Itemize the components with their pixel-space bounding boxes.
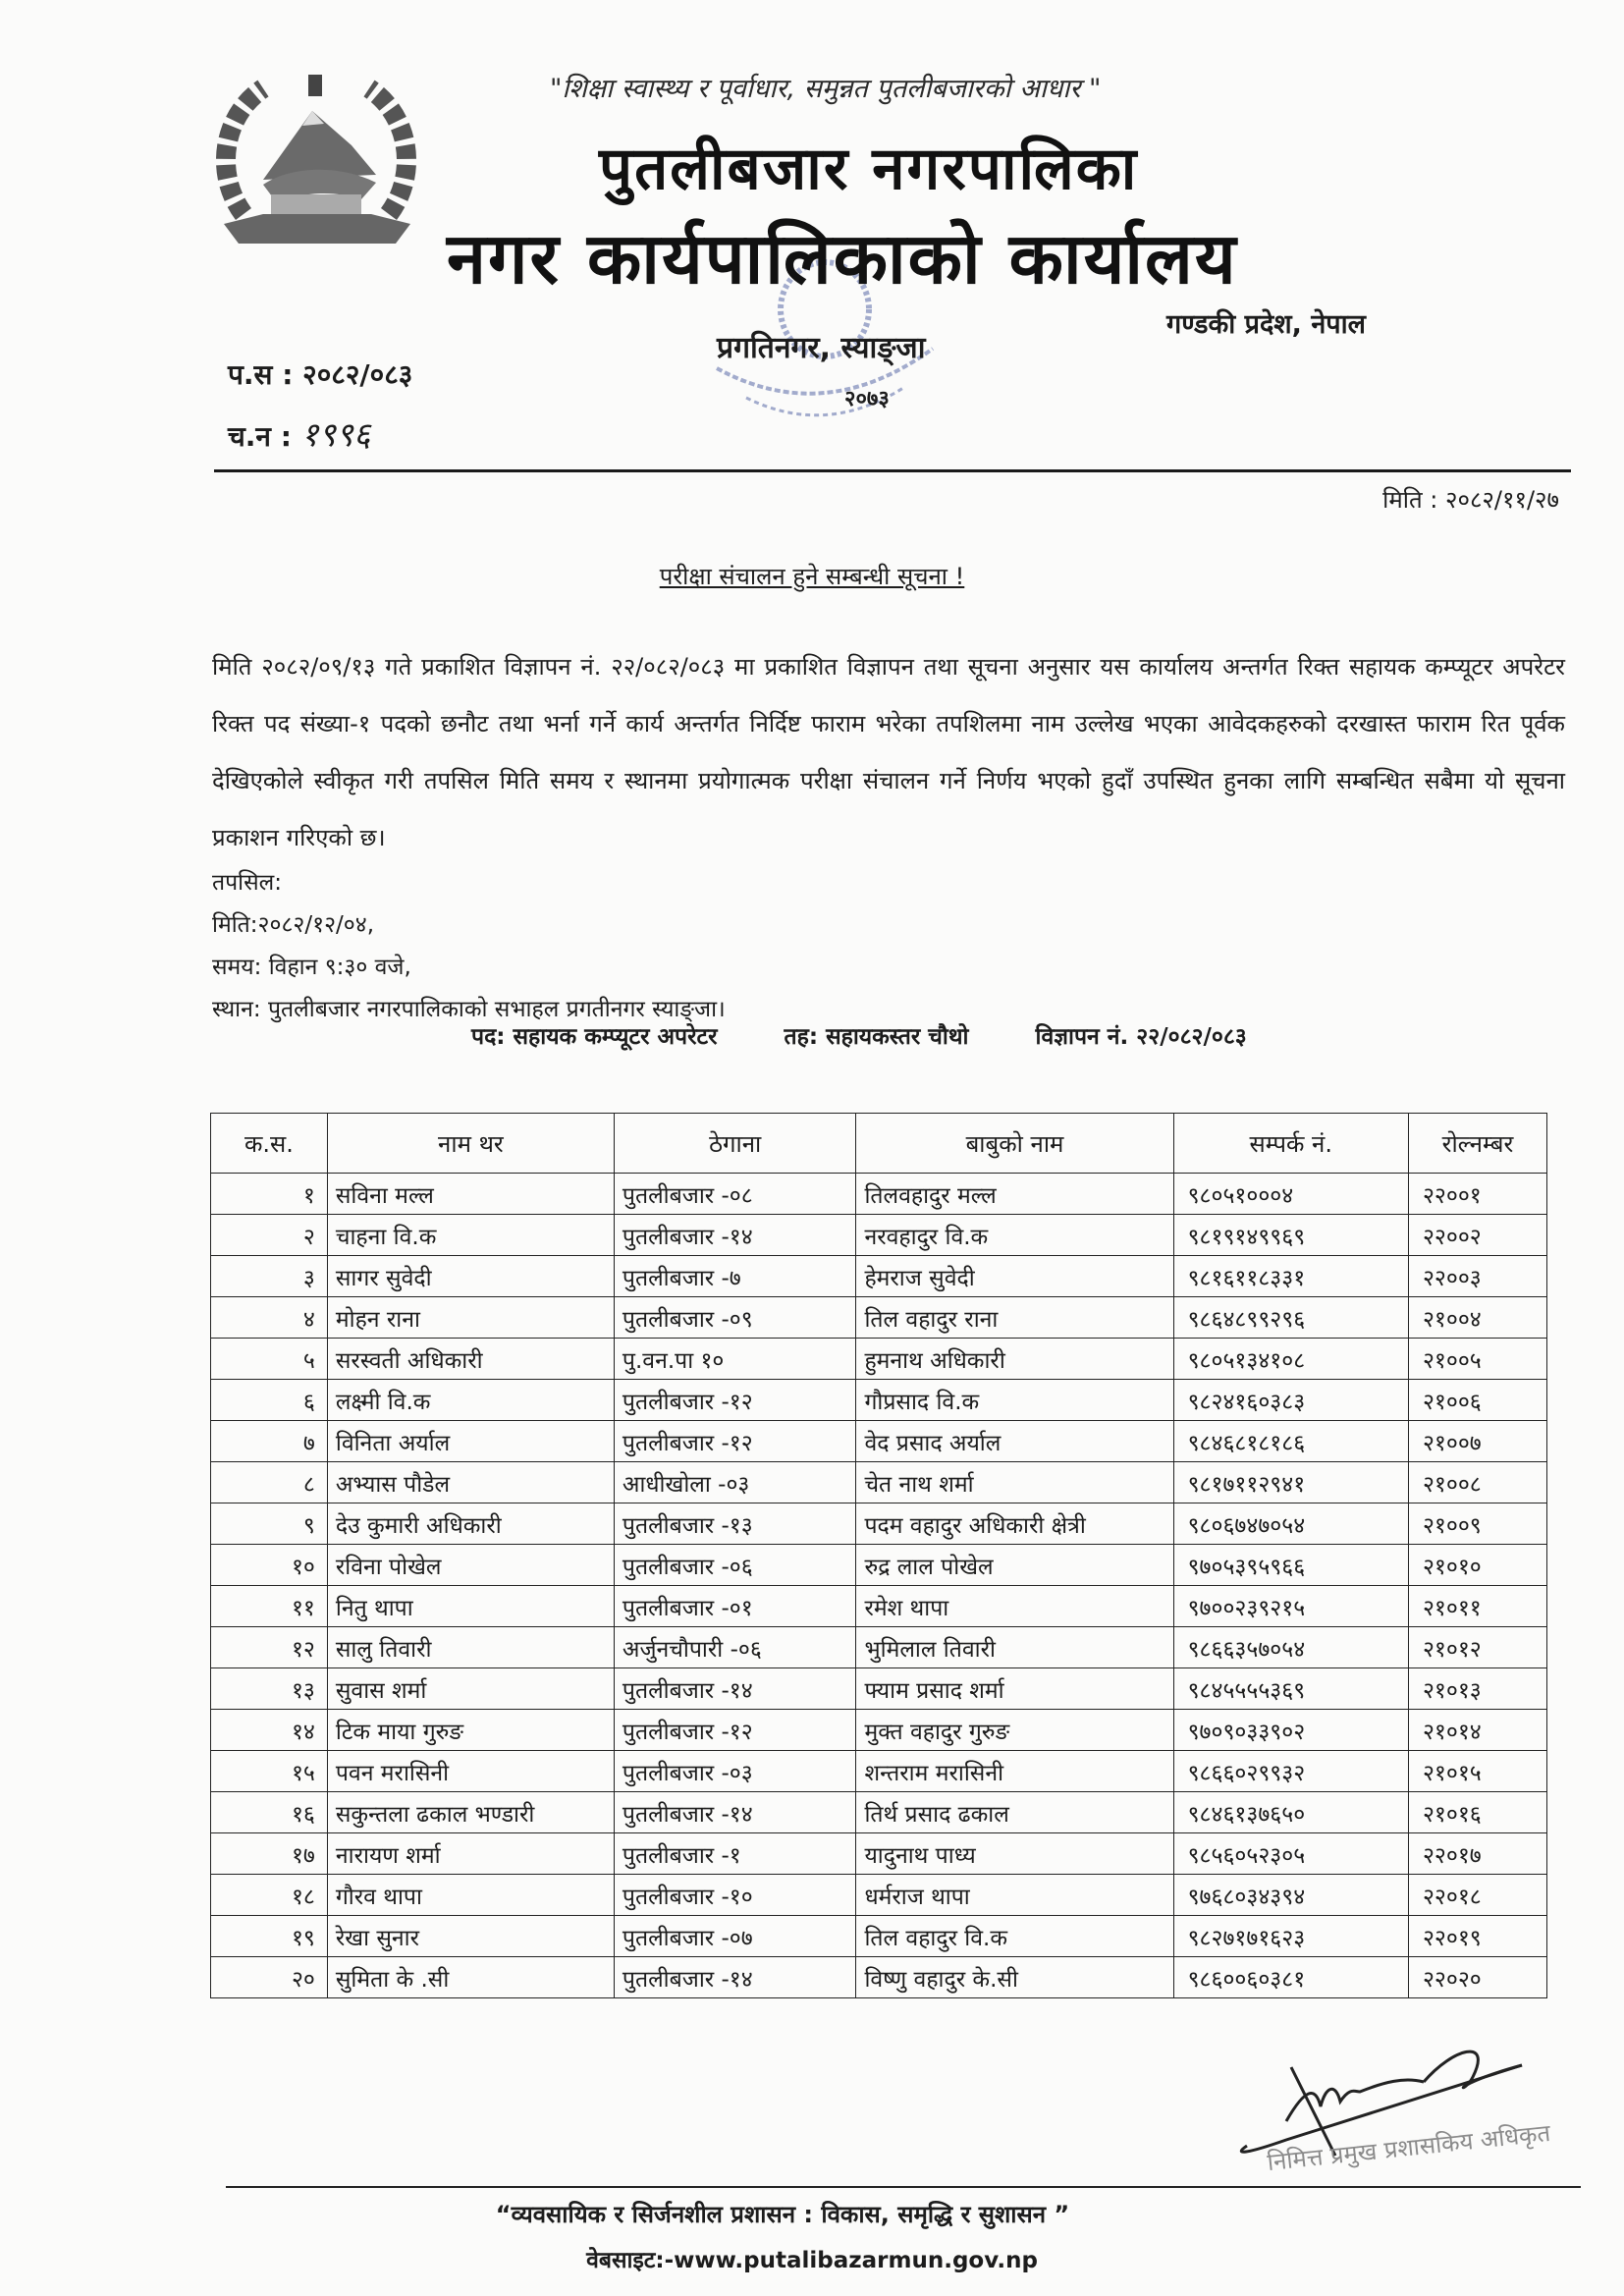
- cell-address: पुतलीबजार -१४: [614, 1957, 856, 1998]
- cell-contact: ९८१७११२९४१: [1173, 1462, 1408, 1503]
- cell-father-name: पदम वहादुर अधिकारी क्षेत्री: [856, 1503, 1173, 1545]
- cell-address: पुतलीबजार -१०: [614, 1875, 856, 1916]
- table-row: [211, 1256, 1547, 1297]
- cell-address: पुतलीबजार -१२: [614, 1710, 856, 1751]
- cell-address: आधीखोला -०३: [614, 1462, 856, 1503]
- cell-contact: ९८६६३५७०५४: [1173, 1627, 1408, 1668]
- cell-serial: १६: [211, 1792, 328, 1833]
- cell-serial: २०: [211, 1957, 328, 1998]
- cell-roll-number: २१०११: [1408, 1586, 1546, 1627]
- cell-serial: ४: [211, 1297, 328, 1339]
- post-position: पद: सहायक कम्प्यूटर अपरेटर: [471, 1024, 718, 1050]
- province-name: गण्डकी प्रदेश, नेपाल: [1166, 309, 1366, 340]
- post-level: तह: सहायकस्तर चौथो: [784, 1024, 969, 1050]
- cell-roll-number: २२०१८: [1408, 1875, 1546, 1916]
- cell-father-name: धर्मराज थापा: [856, 1875, 1173, 1916]
- dispatch-value: १९९६: [300, 415, 371, 455]
- cell-address: पुतलीबजार -०९: [614, 1297, 856, 1339]
- signatory-title: निमित्त प्रमुख प्रशासकिय अधिकृत: [1266, 2118, 1552, 2177]
- cell-father-name: शन्तराम मरासिनी: [856, 1751, 1173, 1792]
- cell-father-name: यादुनाथ पाध्य: [856, 1833, 1173, 1875]
- table-row: [211, 1751, 1547, 1792]
- cell-serial: ९: [211, 1503, 328, 1545]
- cell-contact: ९७०५३९५९६६: [1173, 1545, 1408, 1586]
- cell-address: पुतलीबजार -०१: [614, 1586, 856, 1627]
- cell-contact: ९८६६०२९९३२: [1173, 1751, 1408, 1792]
- cell-name: सुवास शर्मा: [327, 1668, 614, 1710]
- cell-address: पुतलीबजार -१४: [614, 1792, 856, 1833]
- nepal-emblem-logo: [204, 67, 428, 263]
- dispatch-number-ref: [228, 410, 370, 456]
- table-row: [211, 1792, 1547, 1833]
- cell-father-name: रुद्र लाल पोखेल: [856, 1545, 1173, 1586]
- fiscal-value: २०८२/०८३: [302, 358, 413, 391]
- cell-contact: ९७०९०३३९०२: [1173, 1710, 1408, 1751]
- cell-contact: ९८०६७४७०५४: [1173, 1503, 1408, 1545]
- cell-serial: १५: [211, 1751, 328, 1792]
- cell-serial: २: [211, 1215, 328, 1256]
- cell-address: पुतलीबजार -७: [614, 1256, 856, 1297]
- cell-roll-number: २१००६: [1408, 1380, 1546, 1421]
- cell-contact: ९८४६१३७६५०: [1173, 1792, 1408, 1833]
- cell-serial: ११: [211, 1586, 328, 1627]
- cell-address: पुतलीबजार -१४: [614, 1215, 856, 1256]
- cell-roll-number: २१०१५: [1408, 1751, 1546, 1792]
- cell-serial: ३: [211, 1256, 328, 1297]
- cell-contact: ९८२४१६०३८३: [1173, 1380, 1408, 1421]
- cell-name: नारायण शर्मा: [327, 1833, 614, 1875]
- dispatch-label: च.न :: [228, 420, 292, 453]
- cell-contact: ९८१९१४९९६९: [1173, 1215, 1408, 1256]
- cell-father-name: तिलवहादुर मल्ल: [856, 1174, 1173, 1215]
- cell-contact: ९८२७१७१६२३: [1173, 1916, 1408, 1957]
- cell-name: सरस्वती अधिकारी: [327, 1339, 614, 1380]
- cell-name: रविना पोखेल: [327, 1545, 614, 1586]
- cell-contact: ९८०५१३४१०८: [1173, 1339, 1408, 1380]
- cell-contact: ९७६८०३४३९४: [1173, 1875, 1408, 1916]
- table-row: [211, 1586, 1547, 1627]
- cell-father-name: मुक्त वहादुर गुरुङ: [856, 1710, 1173, 1751]
- cell-name: देउ कुमारी अधिकारी: [327, 1503, 614, 1545]
- office-name: नगर कार्यपालिकाको कार्यालय: [447, 217, 1238, 300]
- cell-name: लक्ष्मी वि.क: [327, 1380, 614, 1421]
- cell-father-name: तिर्थ प्रसाद ढकाल: [856, 1792, 1173, 1833]
- cell-address: पुतलीबजार -०८: [614, 1174, 856, 1215]
- cell-roll-number: २२००१: [1408, 1174, 1546, 1215]
- cell-serial: १३: [211, 1668, 328, 1710]
- post-details: [471, 1019, 1247, 1051]
- table-row: [211, 1710, 1547, 1751]
- cell-serial: १९: [211, 1916, 328, 1957]
- cell-contact: ९८६४८९९२९६: [1173, 1297, 1408, 1339]
- cell-contact: ९८५६०५२३०५: [1173, 1833, 1408, 1875]
- cell-father-name: हुमनाथ अधिकारी: [856, 1339, 1173, 1380]
- cell-serial: ६: [211, 1380, 328, 1421]
- cell-address: पुतलीबजार -०७: [614, 1916, 856, 1957]
- table-row: [211, 1627, 1547, 1668]
- footer-motto: “व्यवसायिक र सिर्जनशील प्रशासन : विकास, समृद्धि र सुशासन ”: [495, 2201, 1070, 2228]
- table-row: [211, 1503, 1547, 1545]
- cell-roll-number: २१०१३: [1408, 1668, 1546, 1710]
- table-header-row: [211, 1114, 1547, 1174]
- cell-roll-number: २२००३: [1408, 1256, 1546, 1297]
- office-address: प्रगतिनगर, स्याङ्जा: [717, 331, 926, 365]
- cell-roll-number: २१०१४: [1408, 1710, 1546, 1751]
- cell-roll-number: २१००८: [1408, 1462, 1546, 1503]
- cell-name: सकुन्तला ढकाल भण्डारी: [327, 1792, 614, 1833]
- cell-roll-number: २१०१०: [1408, 1545, 1546, 1586]
- cell-contact: ९८०५१०००४: [1173, 1174, 1408, 1215]
- table-row: [211, 1215, 1547, 1256]
- table-row: [211, 1174, 1547, 1215]
- cell-serial: १: [211, 1174, 328, 1215]
- table-row: [211, 1380, 1547, 1421]
- cell-roll-number: २१००४: [1408, 1297, 1546, 1339]
- footer-divider: [226, 2186, 1581, 2188]
- table-row: [211, 1297, 1547, 1339]
- table-row: [211, 1462, 1547, 1503]
- cell-name: रेखा सुनार: [327, 1916, 614, 1957]
- schedule-time: समय: विहान ९:३० वजे,: [212, 955, 411, 980]
- schedule-date: मिति:२०८२/१२/०४,: [212, 912, 375, 938]
- cell-roll-number: २२०१९: [1408, 1916, 1546, 1957]
- cell-address: पुतलीबजार -१४: [614, 1668, 856, 1710]
- cell-serial: १७: [211, 1833, 328, 1875]
- table-row: [211, 1339, 1547, 1380]
- cell-name: गौरव थापा: [327, 1875, 614, 1916]
- notice-subject-text: परीक्षा संचालन हुने सम्बन्धी सूचना !: [659, 563, 965, 590]
- candidates-table: [210, 1113, 1547, 1998]
- cell-address: पु.वन.पा १०: [614, 1339, 856, 1380]
- cell-roll-number: २१०१६: [1408, 1792, 1546, 1833]
- table-row: [211, 1545, 1547, 1586]
- notice-subject: [0, 560, 1624, 592]
- cell-father-name: वेद प्रसाद अर्याल: [856, 1421, 1173, 1462]
- cell-roll-number: २२००२: [1408, 1215, 1546, 1256]
- established-year: २०७३: [844, 387, 890, 411]
- schedule-venue: स्थान: पुतलीबजार नगरपालिकाको सभाहल प्रगतीनगर स्याङ्जा।: [212, 997, 726, 1022]
- cell-father-name: गौप्रसाद वि.क: [856, 1380, 1173, 1421]
- cell-serial: १४: [211, 1710, 328, 1751]
- cell-serial: १८: [211, 1875, 328, 1916]
- cell-roll-number: २१००७: [1408, 1421, 1546, 1462]
- table-row: [211, 1875, 1547, 1916]
- cell-address: अर्जुनचौपारी -०६: [614, 1627, 856, 1668]
- cell-father-name: नरवहादुर वि.क: [856, 1215, 1173, 1256]
- municipality-motto: "शिक्षा स्वास्थ्य र पूर्वाधार, समुन्नत पुतलीबजारको आधार ": [550, 74, 1102, 104]
- cell-father-name: तिल वहादुर राना: [856, 1297, 1173, 1339]
- header-father-name: बाबुको नाम: [856, 1114, 1173, 1174]
- cell-father-name: हेमराज सुवेदी: [856, 1256, 1173, 1297]
- cell-address: पुतलीबजार -१२: [614, 1421, 856, 1462]
- cell-father-name: तिल वहादुर वि.क: [856, 1916, 1173, 1957]
- exam-schedule: [212, 862, 726, 1031]
- post-advert: विज्ञापन नं. २२/०८२/०८३: [1035, 1024, 1247, 1050]
- cell-address: पुतलीबजार -१२: [614, 1380, 856, 1421]
- header-contact: सम्पर्क नं.: [1173, 1114, 1408, 1174]
- notice-date: मिति : २०८२/११/२७: [1382, 486, 1559, 514]
- header-address: ठेगाना: [614, 1114, 856, 1174]
- cell-father-name: फ्याम प्रसाद शर्मा: [856, 1668, 1173, 1710]
- cell-serial: ५: [211, 1339, 328, 1380]
- schedule-heading: तपसिल:: [212, 870, 283, 896]
- cell-roll-number: २२०१७: [1408, 1833, 1546, 1875]
- table-row: [211, 1421, 1547, 1462]
- header-divider: [214, 469, 1571, 472]
- cell-contact: ९८१६११८३३१: [1173, 1256, 1408, 1297]
- table-row: [211, 1957, 1547, 1998]
- cell-name: टिक माया गुरुङ: [327, 1710, 614, 1751]
- cell-name: विनिता अर्याल: [327, 1421, 614, 1462]
- cell-roll-number: २१०१२: [1408, 1627, 1546, 1668]
- cell-father-name: विष्णु वहादुर के.सी: [856, 1957, 1173, 1998]
- cell-contact: ९८४५५५५३६९: [1173, 1668, 1408, 1710]
- cell-serial: १२: [211, 1627, 328, 1668]
- cell-roll-number: २१००५: [1408, 1339, 1546, 1380]
- cell-name: चाहना वि.क: [327, 1215, 614, 1256]
- table-row: [211, 1668, 1547, 1710]
- cell-name: सुमिता के .सी: [327, 1957, 614, 1998]
- cell-contact: ९७००२३९२१५: [1173, 1586, 1408, 1627]
- cell-roll-number: २१००९: [1408, 1503, 1546, 1545]
- cell-father-name: भुमिलाल तिवारी: [856, 1627, 1173, 1668]
- fiscal-year-ref: [228, 355, 412, 393]
- cell-name: सविना मल्ल: [327, 1174, 614, 1215]
- cell-contact: ९८४६८१८१८६: [1173, 1421, 1408, 1462]
- cell-serial: ८: [211, 1462, 328, 1503]
- cell-name: सालु तिवारी: [327, 1627, 614, 1668]
- cell-name: अभ्यास पौडेल: [327, 1462, 614, 1503]
- cell-address: पुतलीबजार -१३: [614, 1503, 856, 1545]
- cell-name: नितु थापा: [327, 1586, 614, 1627]
- cell-name: मोहन राना: [327, 1297, 614, 1339]
- cell-name: सागर सुवेदी: [327, 1256, 614, 1297]
- cell-address: पुतलीबजार -०६: [614, 1545, 856, 1586]
- cell-address: पुतलीबजार -१: [614, 1833, 856, 1875]
- table-row: [211, 1833, 1547, 1875]
- cell-serial: १०: [211, 1545, 328, 1586]
- header-serial: क.स.: [211, 1114, 328, 1174]
- fiscal-label: प.स :: [228, 358, 294, 391]
- cell-roll-number: २२०२०: [1408, 1957, 1546, 1998]
- municipality-name: पुतलीबजार नगरपालिका: [599, 135, 1139, 203]
- notice-body: मिति २०८२/०९/१३ गते प्रकाशित विज्ञापन नं. २२/०८२/०८३ मा प्रकाशित विज्ञापन तथा सूचना अनुसार यस कार्यालय अन्तर्गत रिक्त सहायक कम्प्यूटर अपरेटर रिक्त पद संख्या-१ पदको छनौट तथा भर्ना गर्ने कार्य अन्तर्गत निर्दिष्ट फाराम भरेका तपशिलमा नाम उल्लेख भएका आवेदकहरुको दरखास्त फाराम रित पूर्वक देखिएकोले स्वीकृत गरी तपसिल मिति समय र स्थानमा प्रयोगात्मक परीक्षा संचालन गर्ने निर्णय भएको हुदाँ उपस्थित हुनका लागि सम्बन्धित सबैमा यो सूचना प्रकाशन गरिएको छ।: [212, 653, 1565, 851]
- cell-father-name: रमेश थापा: [856, 1586, 1173, 1627]
- cell-name: पवन मरासिनी: [327, 1751, 614, 1792]
- header-name: नाम थर: [327, 1114, 614, 1174]
- cell-father-name: चेत नाथ शर्मा: [856, 1462, 1173, 1503]
- cell-serial: ७: [211, 1421, 328, 1462]
- cell-address: पुतलीबजार -०३: [614, 1751, 856, 1792]
- website-link[interactable]: वेबसाइट:-www.putalibazarmun.gov.np: [586, 2248, 1038, 2273]
- table-row: [211, 1916, 1547, 1957]
- cell-contact: ९८६००६०३८१: [1173, 1957, 1408, 1998]
- header-roll-number: रोल्नम्बर: [1408, 1114, 1546, 1174]
